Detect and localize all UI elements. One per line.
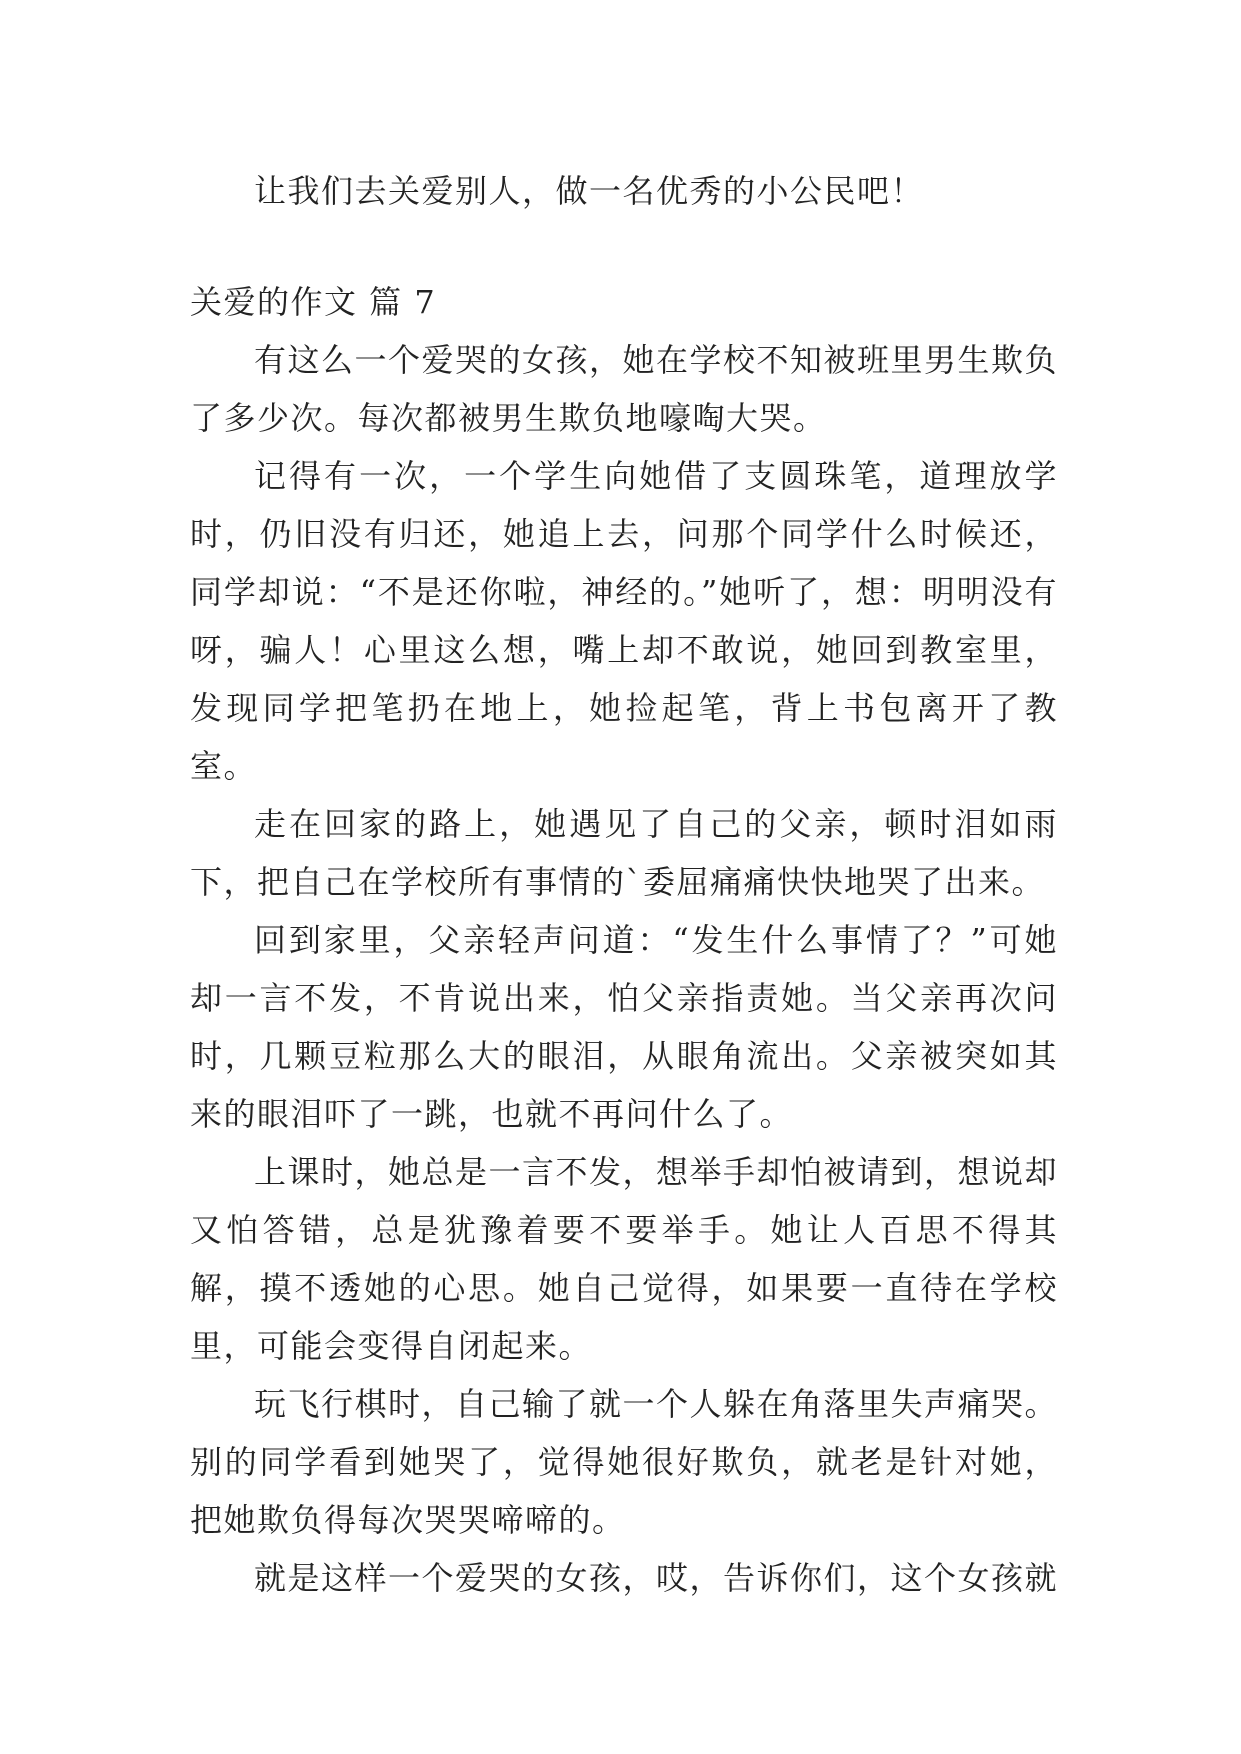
paragraph-4: 回到家里，父亲轻声问道：“发生什么事情了？”可她却一言不发，不肯说出来，怕父亲指责她。当父亲再次问时，几颗豆粒那么大的眼泪，从眼角流出。父亲被突如其来的眼泪吓了一跳，也就不再问什么了。	[190, 921, 1058, 1133]
document-body	[190, 162, 1058, 1607]
paragraph-2: 记得有一次，一个学生向她借了支圆珠笔，道理放学时，仍旧没有归还，她追上去，问那个同学什么时候还，同学却说：“不是还你啦，神经的。”她听了，想：明明没有呀，骗人！心里这么想，嘴上却不敢说，她回到教室里，发现同学把笔扔在地上，她捡起笔，背上书包离开了教室。	[190, 457, 1058, 785]
section-gap	[190, 220, 1058, 273]
paragraph-5: 上课时，她总是一言不发，想举手却怕被请到，想说却又怕答错，总是犹豫着要不要举手。她让人百思不得其解，摸不透她的心思。她自己觉得，如果要一直待在学校里，可能会变得自闭起来。	[190, 1153, 1059, 1365]
paragraph-3: 走在回家的路上，她遇见了自己的父亲，顿时泪如雨下，把自己在学校所有事情的`委屈痛痛快快地哭了出来。	[190, 805, 1058, 901]
intro-paragraph: 让我们去关爱别人，做一名优秀的小公民吧！	[254, 172, 925, 210]
section-title: 关爱的作文 篇 7	[190, 283, 437, 321]
paragraph-6: 玩飞行棋时，自己输了就一个人躲在角落里失声痛哭。别的同学看到她哭了，觉得她很好欺负，就老是针对她，把她欺负得每次哭哭啼啼的。	[190, 1385, 1059, 1539]
paragraph-7: 就是这样一个爱哭的女孩，哎，告诉你们，这个女孩就	[254, 1559, 1059, 1597]
paragraph-1: 有这么一个爱哭的女孩，她在学校不知被班里男生欺负了多少次。每次都被男生欺负地嚎啕大哭。	[190, 341, 1059, 437]
